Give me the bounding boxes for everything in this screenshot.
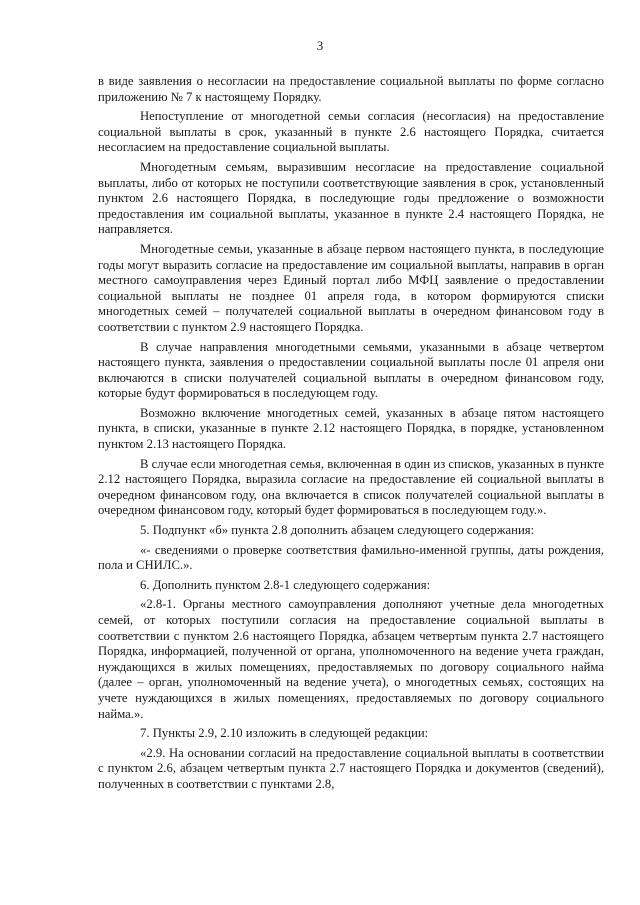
document-body xyxy=(98,74,604,793)
paragraph: В случае направления многодетными семьями, указанными в абзаце четвертом настоящего пункта, заявления о предоставлении социальной выплаты после 01 апреля они включаются в списки получателей социальной выплаты в очередном финансовом году, которые будут формироваться в последующем году. xyxy=(98,339,604,401)
paragraph: 6. Дополнить пунктом 2.8-1 следующего содержания: xyxy=(140,577,431,592)
paragraph: «- сведениями о проверке соответствия фамильно-именной группы, даты рождения, пола и СНИЛС.». xyxy=(98,542,604,573)
paragraph: Многодетные семьи, указанные в абзаце первом настоящего пункта, в последующие годы могут выразить согласие на предоставление им социальной выплаты, направив в орган местного самоуправления через Единый портал либо МФЦ заявление о предоставлении социальной выплаты не позднее 01 апреля года, в котором формируются списки многодетных семей – получателей социальной выплаты в очередном финансовом году в соответствии с пунктом 2.9 настоящего Порядка. xyxy=(98,241,604,334)
paragraph: Возможно включение многодетных семей, указанных в абзаце пятом настоящего пункта, в списки, указанные в пункте 2.12 настоящего Порядка, в порядке, установленном пунктом 2.13 настоящего Порядка. xyxy=(98,405,604,452)
page-number: 3 xyxy=(316,38,324,53)
paragraph: 5. Подпункт «б» пункта 2.8 дополнить абзацем следующего содержания: xyxy=(140,523,535,538)
paragraph: В случае если многодетная семья, включенная в один из списков, указанных в пункте 2.12 настоящего Порядка, выразила согласие на предоставление ей социальной выплаты в очередном финансовом году, она включается в список получателей социальной выплаты в очередном финансовом году, который будет формироваться в последующем году.». xyxy=(98,456,604,518)
paragraph: 7. Пункты 2.9, 2.10 изложить в следующей редакции: xyxy=(140,726,429,741)
paragraph: Многодетным семьям, выразившим несогласие на предоставление социальной выплаты, либо от которых не поступили соответствующие заявления в срок, установленный пунктом 2.6 настоящего Порядка, в последующие годы предложение о возможности предоставления им социальной выплаты, указанное в пункте 2.4 настоящего Порядка, не направляется. xyxy=(98,159,604,237)
paragraph: в виде заявления о несогласии на предоставление социальной выплаты по форме согласно приложению № 7 к настоящему Порядку. xyxy=(98,74,604,104)
paragraph: Непоступление от многодетной семьи согласия (несогласия) на предоставление социальной выплаты в срок, указанный в пункте 2.6 настоящего Порядка, считается несогласием на предоставление социальной выплаты. xyxy=(98,109,604,155)
paragraph: «2.8-1. Органы местного самоуправления дополняют учетные дела многодетных семей, от которых поступили согласия на предоставление социальной выплаты в соответствии с пунктом 2.6 настоящего Порядка, абзацем четвертым пункта 2.7 настоящего Порядка, информацией, полученной от органа, уполномоченного на ведение учета граждан, нуждающихся в жилых помещениях, предоставляемых по договору социального найма (далее – орган, уполномоченный на ведение учета), о многодетных семьях, состоящих на учете нуждающихся в жилых помещениях, предоставляемых по договору социального найма.». xyxy=(98,597,604,721)
paragraph: «2.9. На основании согласий на предоставление социальной выплаты в соответствии с пунктом 2.6, абзацем четвертым пункта 2.7 настоящего Порядка и документов (сведений), полученных в соответствии с пунктами 2.8, xyxy=(98,745,604,791)
